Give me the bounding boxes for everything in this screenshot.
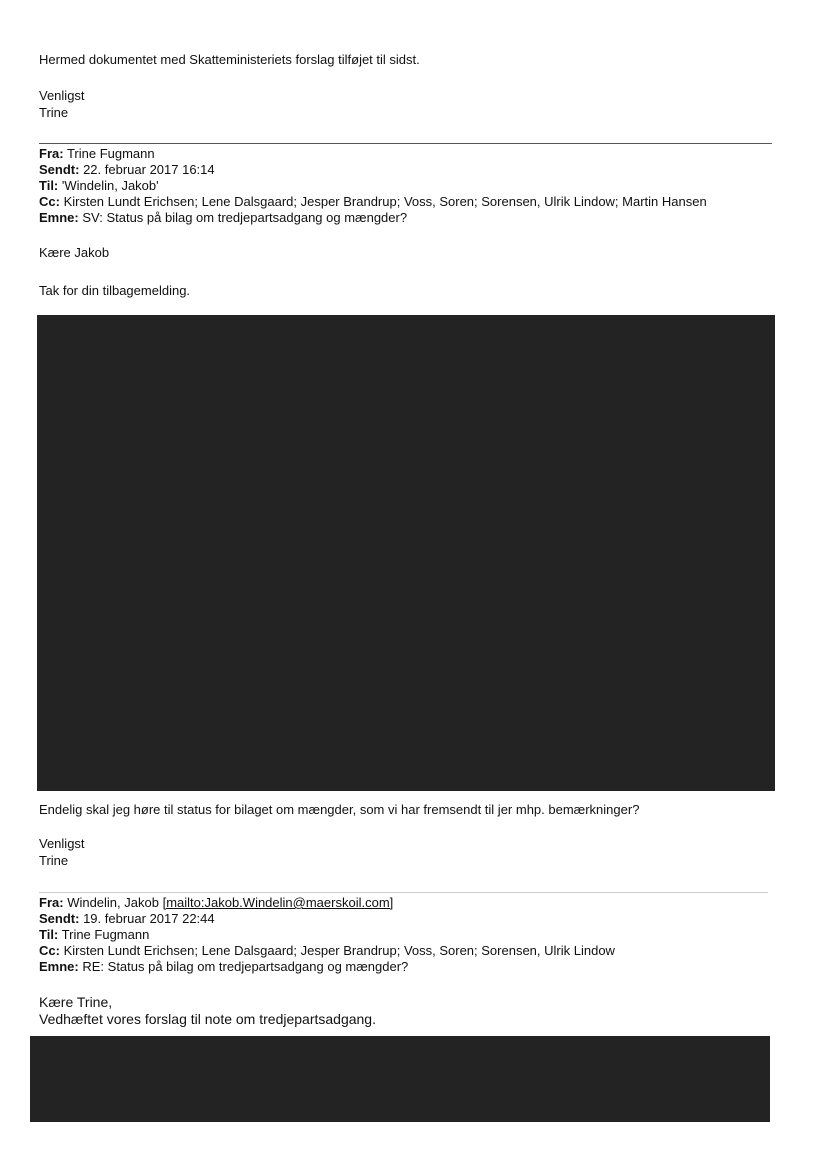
email1-from <box>39 146 155 162</box>
mailto-link[interactable]: [mailto:Jakob.Windelin@maerskoil.com] <box>162 895 394 910</box>
email1-body1: Tak for din tilbagemelding. <box>39 283 191 298</box>
cc-value: Kirsten Lundt Erichsen; Lene Dalsgaard; Jesper Brandrup; Voss, Soren; Sorensen, Ulrik Lindow <box>63 943 615 958</box>
email1-greeting: Kære Jakob <box>39 245 110 260</box>
email1-subject <box>39 210 407 226</box>
cc-label: Cc: <box>39 943 60 958</box>
subject-value: RE: Status på bilag om tredjepartsadgang og mængder? <box>82 959 409 974</box>
email1-closing: Venligst <box>39 836 85 851</box>
email2-cc <box>39 943 615 959</box>
from-value: Windelin, Jakob <box>67 895 159 910</box>
subject-value: SV: Status på bilag om tredjepartsadgang og mængder? <box>82 210 408 225</box>
from-value: Trine Fugmann <box>66 146 155 161</box>
email2-greeting: Kære Trine, <box>39 994 113 1010</box>
from-label: Fra: <box>39 895 64 910</box>
to-value: 'Windelin, Jakob' <box>61 178 159 193</box>
cc-label: Cc: <box>39 194 60 209</box>
email1-sent <box>39 162 215 178</box>
sent-value: 19. februar 2017 22:44 <box>83 911 215 926</box>
email2-from <box>39 895 393 911</box>
sent-value: 22. februar 2017 16:14 <box>83 162 215 177</box>
email1-signature: Trine <box>39 853 69 868</box>
email1-body2: Endelig skal jeg høre til status for bilaget om mængder, som vi har fremsendt til jer mhp. bemærkninger? <box>39 802 640 817</box>
separator-line <box>39 892 768 893</box>
sent-label: Sendt: <box>39 911 80 926</box>
redaction-block <box>30 1036 770 1122</box>
email2-sent <box>39 911 215 927</box>
subject-label: Emne: <box>39 959 79 974</box>
to-value: Trine Fugmann <box>61 927 150 942</box>
to-label: Til: <box>39 927 59 942</box>
intro-line: Hermed dokumentet med Skatteministeriets forslag tilføjet til sidst. <box>39 52 420 67</box>
separator-line <box>39 143 772 144</box>
email1-cc <box>39 194 707 210</box>
cc-value: Kirsten Lundt Erichsen; Lene Dalsgaard; Jesper Brandrup; Voss, Soren; Sorensen, Ulrik Lindow; Martin Hansen <box>63 194 707 209</box>
intro-closing: Venligst <box>39 88 85 103</box>
email1-to <box>39 178 159 194</box>
subject-label: Emne: <box>39 210 79 225</box>
email2-body1: Vedhæftet vores forslag til note om tredjepartsadgang. <box>39 1011 376 1027</box>
intro-signature: Trine <box>39 105 69 120</box>
email2-subject <box>39 959 408 975</box>
redaction-block <box>37 315 775 791</box>
sent-label: Sendt: <box>39 162 80 177</box>
to-label: Til: <box>39 178 59 193</box>
from-label: Fra: <box>39 146 64 161</box>
email2-to <box>39 927 149 943</box>
